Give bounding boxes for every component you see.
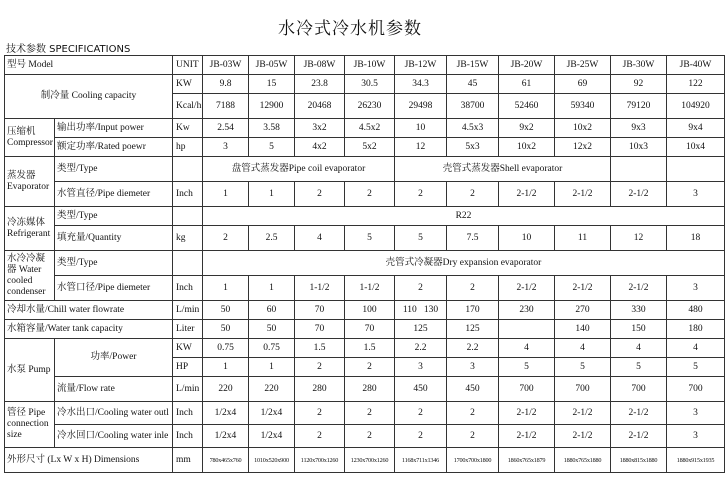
value-cell: 170 bbox=[447, 301, 499, 320]
value-text: 110 bbox=[402, 304, 417, 315]
value-cell: 4.5x3 bbox=[447, 119, 499, 138]
model-cell: JB-20W bbox=[499, 56, 555, 75]
value-cell: 92 bbox=[611, 75, 667, 94]
value-cell: 2-1/2 bbox=[611, 276, 667, 301]
pipe-size-label: 管径 Pipe connection size bbox=[5, 402, 55, 448]
refrigerant-type-row bbox=[5, 207, 725, 226]
value-cell: 4 bbox=[611, 339, 667, 358]
value-cell: 26230 bbox=[345, 94, 395, 119]
value-cell: 9x2 bbox=[499, 119, 555, 138]
value-cell: 450 bbox=[395, 377, 447, 402]
value-cell: 10x2 bbox=[499, 138, 555, 157]
model-cell: JB-25W bbox=[555, 56, 611, 75]
value-cell: 122 bbox=[667, 75, 725, 94]
value-cell: 10x2 bbox=[555, 119, 611, 138]
model-cell: JB-40W bbox=[667, 56, 725, 75]
value-cell: 3x2 bbox=[295, 119, 345, 138]
row-label: 类型/Type bbox=[55, 207, 173, 226]
value-cell: 12x2 bbox=[555, 138, 611, 157]
value-cell: 3 bbox=[667, 425, 725, 448]
value-cell: 1-1/2 bbox=[345, 276, 395, 301]
page-title: 水冷式冷水机参数 bbox=[278, 19, 422, 39]
value-cell: 5 bbox=[499, 358, 555, 377]
unit-cell: hp bbox=[173, 138, 203, 157]
evaporator-type-b: 壳管式蒸发器Shell evaporator bbox=[395, 157, 611, 182]
evaporator-type-row bbox=[5, 157, 725, 182]
unit-cell: HP bbox=[173, 358, 203, 377]
outlet-row bbox=[5, 402, 725, 425]
value-cell: 1 bbox=[249, 182, 295, 207]
unit-cell: kg bbox=[173, 226, 203, 251]
value-cell: 45 bbox=[447, 75, 499, 94]
unit-cell: Inch bbox=[173, 425, 203, 448]
row-label: 冷水出口/Cooling water outl bbox=[55, 402, 173, 425]
value-cell: 5x3 bbox=[447, 138, 499, 157]
value-cell bbox=[395, 301, 447, 320]
condenser-type-row bbox=[5, 251, 725, 276]
pump-label: 水泵 Pump bbox=[5, 339, 55, 402]
unit-cell: KW bbox=[173, 339, 203, 358]
evaporator-label: 蒸发器 Evaporator bbox=[5, 157, 55, 207]
value-cell: 2-1/2 bbox=[611, 402, 667, 425]
chill-water-row bbox=[5, 301, 725, 320]
value-cell: 2-1/2 bbox=[611, 425, 667, 448]
row-label: 冷水回口/Cooling water inle bbox=[55, 425, 173, 448]
value-cell: 2 bbox=[447, 182, 499, 207]
value-cell: 5 bbox=[611, 358, 667, 377]
row-label: 类型/Type bbox=[55, 251, 173, 276]
value-cell: 2 bbox=[447, 425, 499, 448]
value-cell: 4 bbox=[555, 339, 611, 358]
model-cell: JB-10W bbox=[345, 56, 395, 75]
value-cell: 450 bbox=[447, 377, 499, 402]
value-cell: 2.5 bbox=[249, 226, 295, 251]
value-cell: 50 bbox=[203, 301, 249, 320]
value-cell: 5 bbox=[395, 226, 447, 251]
value-cell: 7.5 bbox=[447, 226, 499, 251]
cooling-capacity-label: 制冷量 Cooling capacity bbox=[5, 75, 173, 119]
value-cell: 2 bbox=[295, 358, 345, 377]
value-cell: 29498 bbox=[395, 94, 447, 119]
value-cell: 4.5x2 bbox=[345, 119, 395, 138]
value-cell: 2 bbox=[447, 276, 499, 301]
value-cell: 330 bbox=[611, 301, 667, 320]
value-cell: 2 bbox=[395, 276, 447, 301]
value-cell: 1860x765x1879 bbox=[499, 448, 555, 473]
value-cell: 700 bbox=[499, 377, 555, 402]
model-cell: JB-30W bbox=[611, 56, 667, 75]
inlet-row bbox=[5, 425, 725, 448]
value-cell: 2 bbox=[395, 182, 447, 207]
refrigerant-label: 冷冻媒体 Refrigerant bbox=[5, 207, 55, 251]
value-cell: 5 bbox=[345, 226, 395, 251]
value-cell: 100 bbox=[345, 301, 395, 320]
value-cell: 38700 bbox=[447, 94, 499, 119]
value-cell: 12 bbox=[611, 226, 667, 251]
value-cell: 59340 bbox=[555, 94, 611, 119]
value-cell: 1880x765x1880 bbox=[555, 448, 611, 473]
unit-cell: Inch bbox=[173, 402, 203, 425]
unit-cell: mm bbox=[173, 448, 203, 473]
row-label: 类型/Type bbox=[55, 157, 173, 182]
value-cell: 4 bbox=[499, 339, 555, 358]
spec-table bbox=[4, 55, 725, 473]
value-cell: 2 bbox=[345, 402, 395, 425]
value-cell: 1230x700x1260 bbox=[345, 448, 395, 473]
value-cell: 7188 bbox=[203, 94, 249, 119]
value-cell: 4 bbox=[667, 339, 725, 358]
value-cell: 220 bbox=[249, 377, 295, 402]
value-cell: 20468 bbox=[295, 94, 345, 119]
compressor-input-row bbox=[5, 119, 725, 138]
value-cell: 1/2x4 bbox=[249, 425, 295, 448]
value-cell: 2.2 bbox=[447, 339, 499, 358]
value-cell: 700 bbox=[667, 377, 725, 402]
refrigerant-type-value: R22 bbox=[203, 207, 725, 226]
value-cell: 1/2x4 bbox=[203, 425, 249, 448]
value-text: 130 bbox=[423, 304, 439, 315]
value-cell: 1/2x4 bbox=[203, 402, 249, 425]
value-cell: 1 bbox=[203, 358, 249, 377]
value-cell: 23.8 bbox=[295, 75, 345, 94]
value-cell: 1880x915x1935 bbox=[667, 448, 725, 473]
value-cell: 2 bbox=[395, 402, 447, 425]
value-cell: 3 bbox=[667, 182, 725, 207]
value-cell bbox=[611, 157, 667, 182]
value-cell: 18 bbox=[667, 226, 725, 251]
value-cell: 2 bbox=[295, 402, 345, 425]
unit-cell: KW bbox=[173, 75, 203, 94]
value-cell: 10 bbox=[395, 119, 447, 138]
value-cell: 3 bbox=[447, 358, 499, 377]
model-label: 型号 Model bbox=[5, 56, 173, 75]
evaporator-dia-row bbox=[5, 182, 725, 207]
value-cell bbox=[499, 320, 555, 339]
value-cell: 0.75 bbox=[249, 339, 295, 358]
value-cell: 2-1/2 bbox=[611, 182, 667, 207]
unit-cell: Liter bbox=[173, 320, 203, 339]
evaporator-type-a: 盘管式蒸发器Pipe coil evaporator bbox=[203, 157, 395, 182]
value-cell: 50 bbox=[249, 320, 295, 339]
value-cell: 2-1/2 bbox=[555, 425, 611, 448]
value-cell: 1/2x4 bbox=[249, 402, 295, 425]
pump-flow-row bbox=[5, 377, 725, 402]
value-cell: 9x4 bbox=[667, 119, 725, 138]
value-cell: 5 bbox=[667, 358, 725, 377]
value-cell: 79120 bbox=[611, 94, 667, 119]
value-cell: 2 bbox=[295, 182, 345, 207]
value-cell: 3 bbox=[203, 138, 249, 157]
value-cell: 480 bbox=[667, 301, 725, 320]
value-cell: 1.5 bbox=[345, 339, 395, 358]
value-cell: 700 bbox=[611, 377, 667, 402]
value-cell: 70 bbox=[295, 320, 345, 339]
value-cell: 0.75 bbox=[203, 339, 249, 358]
value-cell: 9.8 bbox=[203, 75, 249, 94]
value-cell: 2 bbox=[345, 425, 395, 448]
header-row bbox=[5, 56, 725, 75]
value-cell: 3.58 bbox=[249, 119, 295, 138]
value-cell: 2-1/2 bbox=[555, 182, 611, 207]
unit-cell: Kcal/h bbox=[173, 94, 203, 119]
value-cell: 700 bbox=[555, 377, 611, 402]
value-cell: 5x2 bbox=[345, 138, 395, 157]
value-cell: 3 bbox=[667, 276, 725, 301]
value-cell: 5 bbox=[555, 358, 611, 377]
value-cell: 2-1/2 bbox=[499, 402, 555, 425]
unit-cell bbox=[173, 157, 203, 182]
value-cell: 140 bbox=[555, 320, 611, 339]
condenser-dia-row bbox=[5, 276, 725, 301]
value-cell: 52460 bbox=[499, 94, 555, 119]
value-cell: 180 bbox=[667, 320, 725, 339]
value-cell: 30.5 bbox=[345, 75, 395, 94]
value-cell: 50 bbox=[203, 320, 249, 339]
unit-cell: L/min bbox=[173, 301, 203, 320]
value-cell: 2-1/2 bbox=[499, 276, 555, 301]
value-cell: 61 bbox=[499, 75, 555, 94]
row-label: 冷却水量/Chill water flowrate bbox=[5, 301, 173, 320]
model-cell: JB-12W bbox=[395, 56, 447, 75]
value-cell: 15 bbox=[249, 75, 295, 94]
row-label: 输出功率/Input power bbox=[55, 119, 173, 138]
value-cell: 280 bbox=[295, 377, 345, 402]
value-cell: 2.2 bbox=[395, 339, 447, 358]
value-cell: 2 bbox=[395, 425, 447, 448]
dimensions-row bbox=[5, 448, 725, 473]
row-label: 水管口径/Pipe diemeter bbox=[55, 276, 173, 301]
dimensions-label: 外形尺寸 (Lx W x H) Dimensions bbox=[5, 448, 173, 473]
value-cell: 2-1/2 bbox=[555, 402, 611, 425]
model-cell: JB-03W bbox=[203, 56, 249, 75]
value-cell: 12 bbox=[395, 138, 447, 157]
condenser-type-value: 壳管式冷凝器Dry expansion evaporator bbox=[203, 251, 725, 276]
value-cell: 69 bbox=[555, 75, 611, 94]
model-cell: JB-08W bbox=[295, 56, 345, 75]
unit-cell bbox=[173, 251, 203, 276]
value-cell: 220 bbox=[203, 377, 249, 402]
row-label: 水管直径/Pipe diemeter bbox=[55, 182, 173, 207]
value-cell: 2-1/2 bbox=[555, 276, 611, 301]
unit-cell: Kw bbox=[173, 119, 203, 138]
value-cell: 1 bbox=[203, 276, 249, 301]
value-cell: 10x3 bbox=[611, 138, 667, 157]
value-cell: 2-1/2 bbox=[499, 182, 555, 207]
value-cell: 1700x700x1800 bbox=[447, 448, 499, 473]
value-cell: 70 bbox=[295, 301, 345, 320]
cooling-kw-row bbox=[5, 75, 725, 94]
value-cell: 1 bbox=[249, 276, 295, 301]
value-cell: 60 bbox=[249, 301, 295, 320]
value-cell: 3 bbox=[667, 402, 725, 425]
value-cell: 3 bbox=[395, 358, 447, 377]
value-cell: 280 bbox=[345, 377, 395, 402]
value-cell: 1168x711x1346 bbox=[395, 448, 447, 473]
value-cell: 104920 bbox=[667, 94, 725, 119]
value-cell: 2.54 bbox=[203, 119, 249, 138]
value-cell: 9x3 bbox=[611, 119, 667, 138]
value-cell: 2 bbox=[295, 425, 345, 448]
value-cell: 2 bbox=[345, 358, 395, 377]
value-cell: 4x2 bbox=[295, 138, 345, 157]
compressor-rated-row bbox=[5, 138, 725, 157]
value-cell: 1010x520x900 bbox=[249, 448, 295, 473]
value-cell: 34.3 bbox=[395, 75, 447, 94]
row-label: 水箱容量/Water tank capacity bbox=[5, 320, 173, 339]
compressor-label: 压缩机 Compressor bbox=[5, 119, 55, 157]
model-cell: JB-05W bbox=[249, 56, 295, 75]
value-cell: 2 bbox=[203, 226, 249, 251]
value-cell: 125 bbox=[395, 320, 447, 339]
value-cell: 2 bbox=[345, 182, 395, 207]
value-cell: 5 bbox=[249, 138, 295, 157]
value-cell: 1.5 bbox=[295, 339, 345, 358]
value-cell: 270 bbox=[555, 301, 611, 320]
value-cell: 1 bbox=[203, 182, 249, 207]
value-cell: 1120x700x1260 bbox=[295, 448, 345, 473]
row-label: 流量/Flow rate bbox=[55, 377, 173, 402]
unit-cell: L/min bbox=[173, 377, 203, 402]
refrigerant-qty-row bbox=[5, 226, 725, 251]
value-cell: 4 bbox=[295, 226, 345, 251]
value-cell: 780x465x760 bbox=[203, 448, 249, 473]
unit-cell: Inch bbox=[173, 276, 203, 301]
value-cell: 10x4 bbox=[667, 138, 725, 157]
value-cell: 1880x815x1880 bbox=[611, 448, 667, 473]
value-cell: 150 bbox=[611, 320, 667, 339]
value-cell: 1 bbox=[249, 358, 295, 377]
section-subtitle: 技术参数 SPECIFICATIONS bbox=[6, 44, 131, 55]
value-cell: 12900 bbox=[249, 94, 295, 119]
value-cell: 10 bbox=[499, 226, 555, 251]
pump-kw-row bbox=[5, 339, 725, 358]
tank-row bbox=[5, 320, 725, 339]
value-cell: 70 bbox=[345, 320, 395, 339]
model-cell: JB-15W bbox=[447, 56, 499, 75]
value-cell: 2-1/2 bbox=[499, 425, 555, 448]
value-cell: 125 bbox=[447, 320, 499, 339]
row-label: 额定功率/Rated poewr bbox=[55, 138, 173, 157]
condenser-label: 水冷冷凝器 Water cooled condenser bbox=[5, 251, 55, 301]
value-cell: 1-1/2 bbox=[295, 276, 345, 301]
row-label: 填充量/Quantity bbox=[55, 226, 173, 251]
row-label: 功率/Power bbox=[55, 339, 173, 377]
unit-cell bbox=[173, 207, 203, 226]
unit-label: UNIT bbox=[173, 56, 203, 75]
value-cell: 11 bbox=[555, 226, 611, 251]
unit-cell: Inch bbox=[173, 182, 203, 207]
value-cell: 2 bbox=[447, 402, 499, 425]
value-cell bbox=[667, 157, 725, 182]
value-cell: 230 bbox=[499, 301, 555, 320]
